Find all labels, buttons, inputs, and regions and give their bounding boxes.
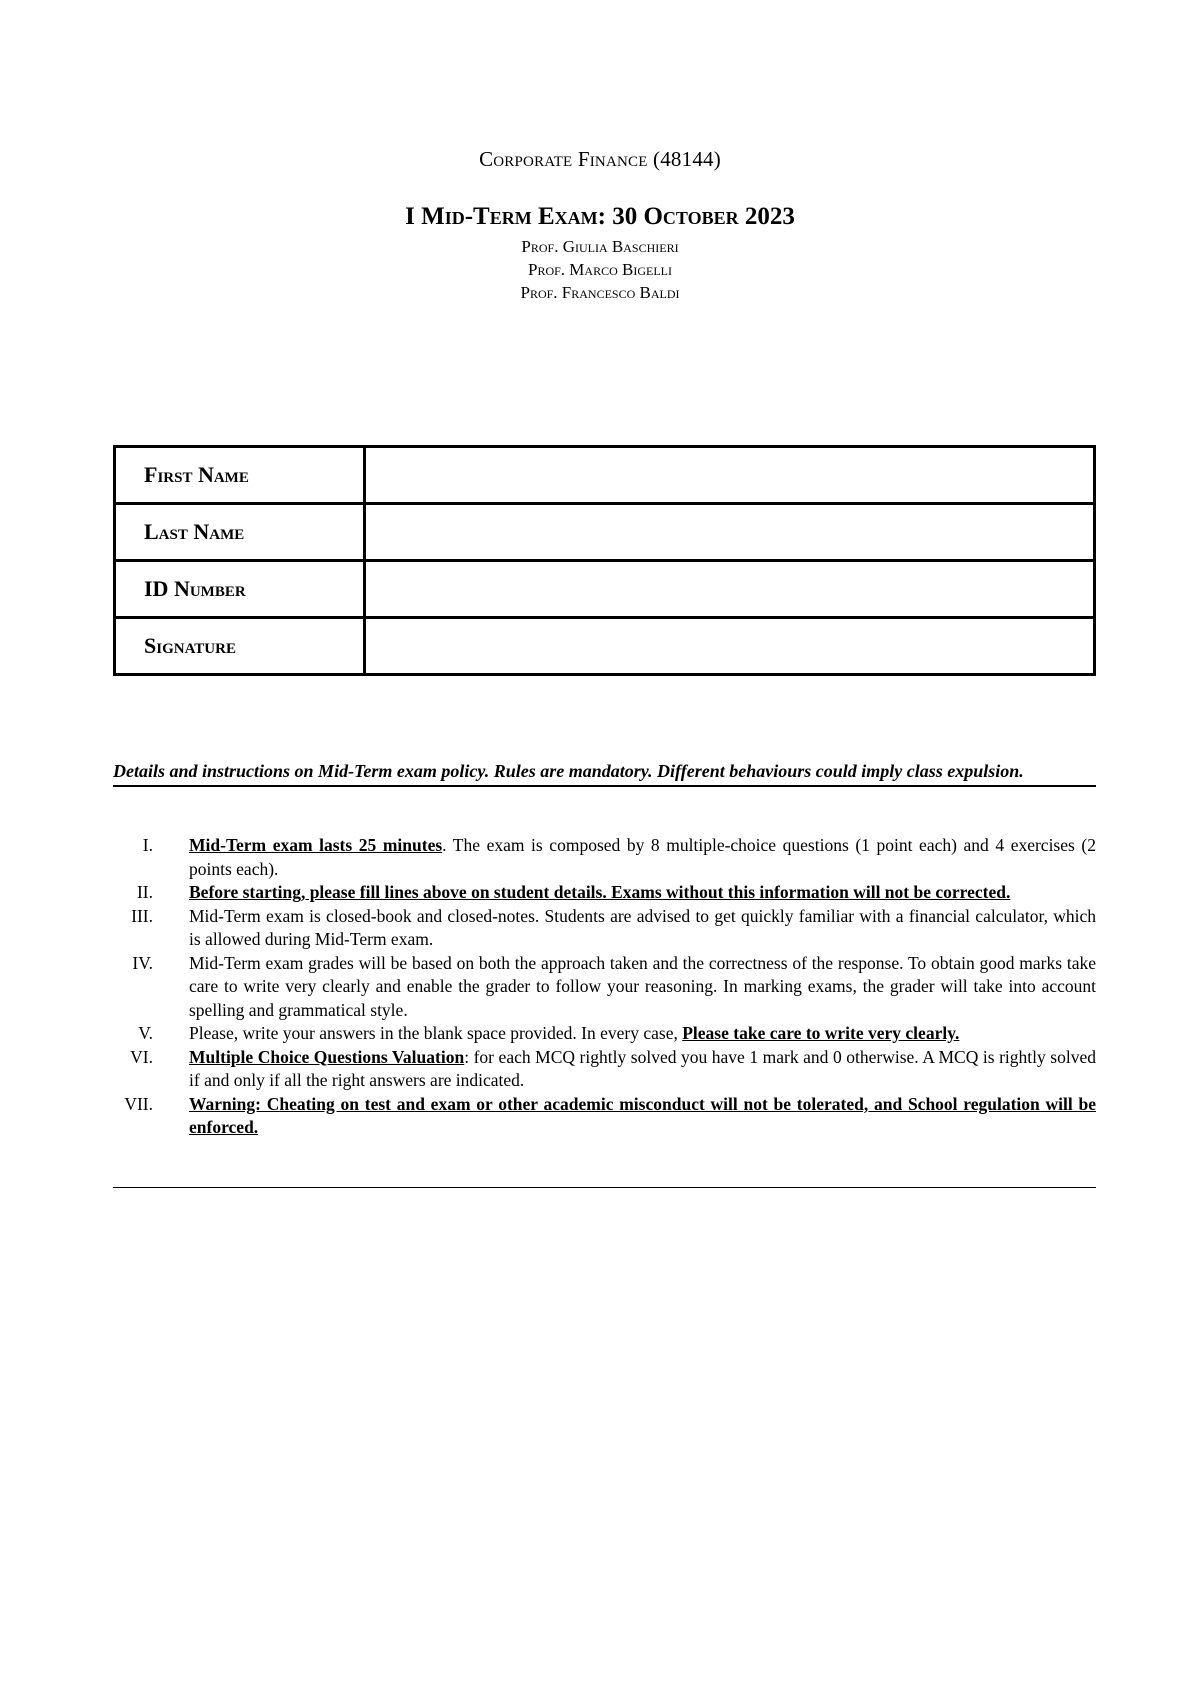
- professor-name: Prof. Marco Bigelli: [528, 260, 672, 279]
- instructions-heading: Details and instructions on Mid-Term exam policy. Rules are mandatory. Different behaviours could imply class expulsion.: [113, 760, 1096, 787]
- instruction-number: III.: [131, 905, 153, 926]
- instruction-text: . The exam is composed by 8 multiple-choice questions (1 point each) and 4 exercises (2 points each).: [189, 835, 1096, 879]
- exam-title: I Mid-Term Exam: 30 October 2023: [405, 203, 795, 230]
- professor-name: Prof. Giulia Baschieri: [521, 237, 679, 256]
- instruction-number: IV.: [132, 952, 153, 973]
- instruction-lead: Before starting, please fill lines above on student details. Exams without this information will not be corrected.: [189, 882, 1011, 902]
- instruction-number: II.: [136, 882, 153, 902]
- instruction-text: Mid-Term exam grades will be based on both the approach taken and the correctness of the response. To obtain good marks take care to write very clearly and enable the grader to follow your reasoning. In marking exams, the grader will take into account spelling and grammatical style.: [189, 952, 1096, 1020]
- course-title: Corporate Finance (48144): [479, 147, 721, 171]
- instruction-lead: Warning: Cheating on test and exam or other academic misconduct will not be tolerated, and School regulation will be enforced.: [189, 1093, 1096, 1137]
- first-name-label: First Name: [115, 447, 365, 504]
- professor-list: [0, 235, 1200, 304]
- instruction-text: Please, write your answers in the blank space provided. In every case,: [189, 1023, 683, 1043]
- id-number-row: [115, 561, 1095, 618]
- instruction-item: [113, 1046, 1096, 1093]
- professor-name: Prof. Francesco Baldi: [520, 283, 680, 302]
- instruction-item: [113, 834, 1096, 881]
- last-name-field[interactable]: [365, 504, 1095, 561]
- id-number-label: ID Number: [115, 561, 365, 618]
- instruction-number: I.: [142, 835, 153, 855]
- instruction-lead: Multiple Choice Questions Valuation: [189, 1046, 465, 1067]
- student-details-table: [113, 445, 1096, 676]
- instruction-text: : for each MCQ rightly solved you have 1 mark and 0 otherwise. A MCQ is rightly solved if and only if all the right answers are indicated.: [189, 1046, 1096, 1090]
- signature-field[interactable]: [365, 618, 1095, 675]
- id-number-field[interactable]: [365, 561, 1095, 618]
- instruction-text: Mid-Term exam is closed-book and closed-notes. Students are advised to get quickly familiar with a financial calculator, which is allowed during Mid-Term exam.: [189, 905, 1096, 949]
- last-name-row: [115, 504, 1095, 561]
- instruction-item: [113, 952, 1096, 1023]
- instruction-emphasis: Please take care to write very clearly.: [682, 1023, 960, 1043]
- instructions-list: [113, 834, 1096, 1140]
- instruction-item: [113, 1022, 1096, 1046]
- bottom-divider: [113, 1187, 1096, 1188]
- instruction-number: VII.: [124, 1093, 153, 1114]
- instruction-item: [113, 905, 1096, 952]
- signature-row: [115, 618, 1095, 675]
- instruction-item: [113, 1093, 1096, 1140]
- last-name-label: Last Name: [115, 504, 365, 561]
- instruction-item: [113, 881, 1096, 905]
- signature-label: Signature: [115, 618, 365, 675]
- instruction-lead: Mid-Term exam lasts 25 minutes: [189, 835, 443, 855]
- first-name-row: [115, 447, 1095, 504]
- instruction-number: V.: [138, 1023, 153, 1043]
- instruction-number: VI.: [130, 1046, 153, 1067]
- first-name-field[interactable]: [365, 447, 1095, 504]
